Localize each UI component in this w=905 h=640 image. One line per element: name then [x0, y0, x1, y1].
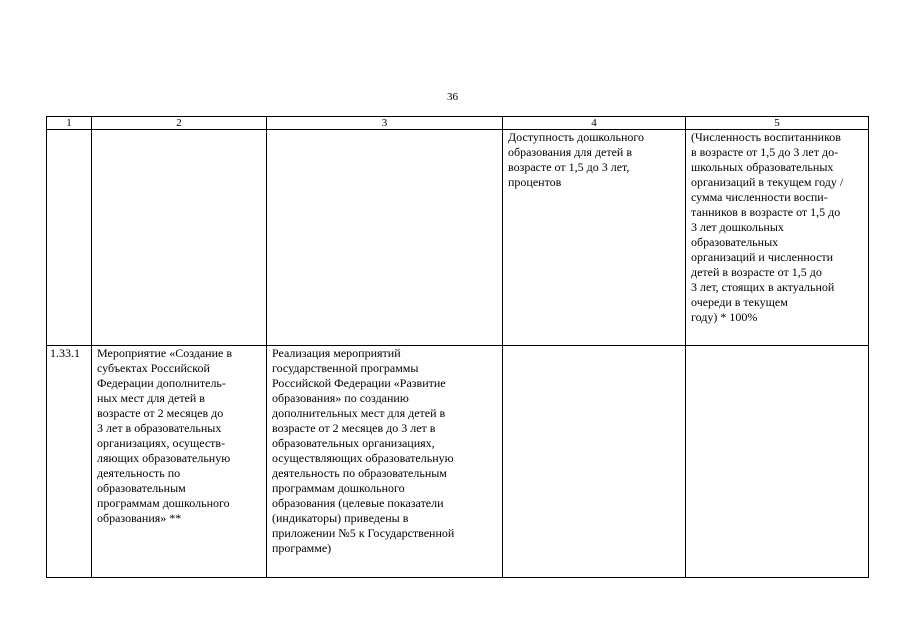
row-number-cell [47, 130, 92, 346]
formula-cell: (Численность воспитанников в возрасте от 1,5 до 3 лет до- школьных образовательных организаций в текущем году / сумма численности воспи- танников в возрасте от 1,5 до 3 лет дошкольных образовательных организаций и численности детей в возрасте от 1,5 до 3 лет, стоящих в актуальной очереди в текущем году) * 100% [686, 130, 869, 346]
event-name-cell: Мероприятие «Создание в субъектах Российской Федерации дополнитель- ных мест для детей в возрасте от 2 месяцев до 3 лет в образовательных организациях, осуществ- ляющих образовательную деятельность по образовательным программам дошкольного образования» ** [92, 346, 267, 578]
description-cell: Реализация мероприятий государственной программы Российской Федерации «Развитие образования» по созданию дополнительных мест для детей в возрасте от 2 месяцев до 3 лет в образовательных организациях, осуществляющих образовательную деятельность по образовательным программам дошкольного образования (целевые показатели (индикаторы) приведены в приложении №5 к Государственной программе) [267, 346, 503, 578]
column-header: 1 [47, 117, 92, 130]
page-number: 36 [447, 91, 458, 103]
table-row [47, 130, 869, 346]
column-header: 4 [503, 117, 686, 130]
column-header: 5 [686, 117, 869, 130]
column-header: 2 [92, 117, 267, 130]
column-header: 3 [267, 117, 503, 130]
table-header-row [47, 117, 869, 130]
row-number-cell: 1.33.1 [47, 346, 92, 578]
document-table [46, 116, 869, 578]
indicator-cell: Доступность дошкольного образования для детей в возрасте от 1,5 до 3 лет, процентов [503, 130, 686, 346]
indicator-cell [503, 346, 686, 578]
table-row [47, 346, 869, 578]
formula-cell [686, 346, 869, 578]
description-cell [267, 130, 503, 346]
event-name-cell [92, 130, 267, 346]
